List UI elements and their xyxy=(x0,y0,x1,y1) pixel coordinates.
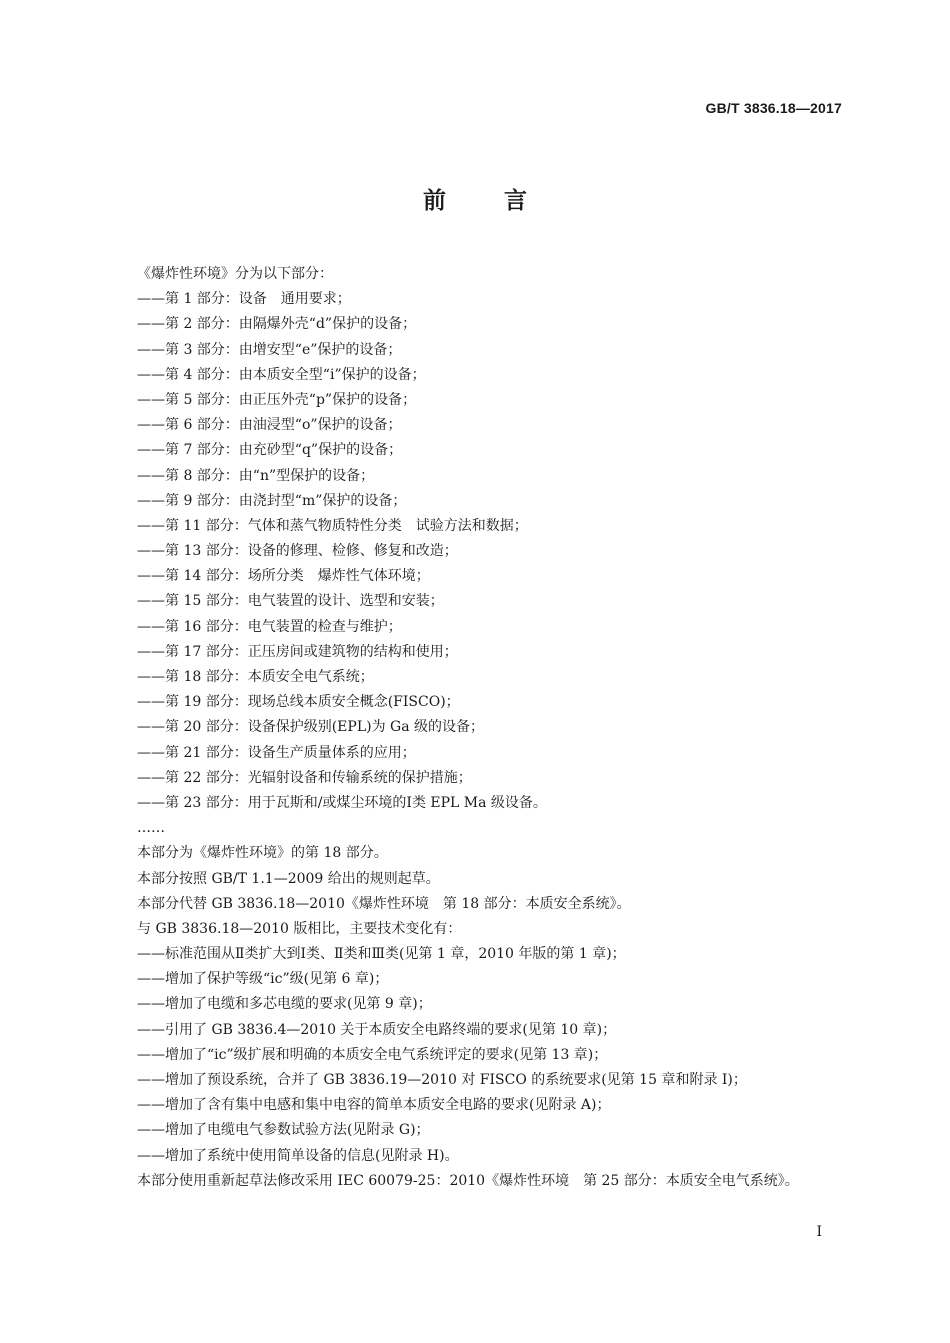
part-item: ——第 11 部分：气体和蒸气物质特性分类 试验方法和数据； xyxy=(137,517,528,534)
part-item: ——第 16 部分：电气装置的检查与维护； xyxy=(137,618,402,635)
change-item: ——增加了含有集中电感和集中电容的简单本质安全电路的要求(见附录 A)； xyxy=(137,1097,611,1114)
page-number: Ⅰ xyxy=(816,1224,822,1240)
change-item: ——增加了系统中使用简单设备的信息(见附录 H)。 xyxy=(137,1147,459,1164)
part-item: ——第 15 部分：电气装置的设计、选型和安装； xyxy=(137,593,444,610)
part-item: ——第 21 部分：设备生产质量体系的应用； xyxy=(137,744,416,761)
change-item: ——标准范围从Ⅱ类扩大到Ⅰ类、Ⅱ类和Ⅲ类(见第 1 章，2010 年版的第 1 章)； xyxy=(137,946,626,963)
part-item: ——第 3 部分：由增安型“e”保护的设备； xyxy=(137,341,402,358)
part-item: ——第 22 部分：光辐射设备和传输系统的保护措施； xyxy=(137,769,472,786)
part-item: ——第 13 部分：设备的修理、检修、修复和改造； xyxy=(137,543,458,560)
standard-code: GB/T 3836.18—2017 xyxy=(705,100,842,116)
part-item: ——第 14 部分：场所分类 爆炸性气体环境； xyxy=(137,568,430,585)
part-item: ——第 18 部分：本质安全电气系统； xyxy=(137,669,374,685)
part-item: ——第 7 部分：由充砂型“q”保护的设备； xyxy=(137,442,403,459)
part-item: ——第 20 部分：设备保护级别(EPL)为 Ga 级的设备； xyxy=(137,719,485,736)
change-item: ——增加了电缆和多芯电缆的要求(见第 9 章)； xyxy=(137,996,432,1013)
ellipsis: …… xyxy=(137,820,165,837)
change-item: ——引用了 GB 3836.4—2010 关于本质安全电路终端的要求(见第 10 章)； xyxy=(137,1021,617,1038)
change-item: ——增加了预设系统，合并了 GB 3836.19—2010 对 FISCO 的系统要求(见第 15 章和附录 I)； xyxy=(137,1072,747,1088)
change-item: ——增加了电缆电气参数试验方法(见附录 G)； xyxy=(137,1122,430,1139)
part-item: ——第 17 部分：正压房间或建筑物的结构和使用； xyxy=(137,643,458,660)
change-item: ——增加了“ic”级扩展和明确的本质安全电气系统评定的要求(见第 13 章)； xyxy=(137,1046,608,1063)
change-item: ——增加了保护等级“ic”级(见第 6 章)； xyxy=(137,971,389,988)
statement-line: 本部分按照 GB/T 1.1—2009 给出的规则起草。 xyxy=(137,870,440,887)
part-item: ——第 19 部分：现场总线本质安全概念(FISCO)； xyxy=(137,694,460,711)
part-item: ——第 2 部分：由隔爆外壳“d”保护的设备； xyxy=(137,316,417,333)
part-item: ——第 6 部分：由油浸型“o”保护的设备； xyxy=(137,417,402,434)
part-item: ——第 5 部分：由正压外壳“p”保护的设备； xyxy=(137,391,417,408)
intro-line: 《爆炸性环境》分为以下部分： xyxy=(137,266,333,282)
adoption-statement: 本部分使用重新起草法修改采用 IEC 60079-25：2010《爆炸性环境 第 25 部分：本质安全电气系统》。 xyxy=(137,1172,799,1189)
statement-line: 与 GB 3836.18—2010 版相比，主要技术变化有： xyxy=(137,920,462,937)
part-item: ——第 8 部分：由“n”型保护的设备； xyxy=(137,467,375,484)
statement-line: 本部分代替 GB 3836.18—2010《爆炸性环境 第 18 部分：本质安全系统》。 xyxy=(137,895,631,912)
part-item: ——第 4 部分：由本质安全型“i”保护的设备； xyxy=(137,366,426,383)
page-title: 前言 xyxy=(423,188,585,214)
part-item: ——第 9 部分：由浇封型“m”保护的设备； xyxy=(137,492,407,509)
part-item: ——第 23 部分：用于瓦斯和/或煤尘环境的Ⅰ类 EPL Ma 级设备。 xyxy=(137,794,547,811)
statement-line: 本部分为《爆炸性环境》的第 18 部分。 xyxy=(137,845,388,862)
foreword-body xyxy=(108,262,848,1194)
part-item: ——第 1 部分：设备 通用要求； xyxy=(137,291,351,308)
